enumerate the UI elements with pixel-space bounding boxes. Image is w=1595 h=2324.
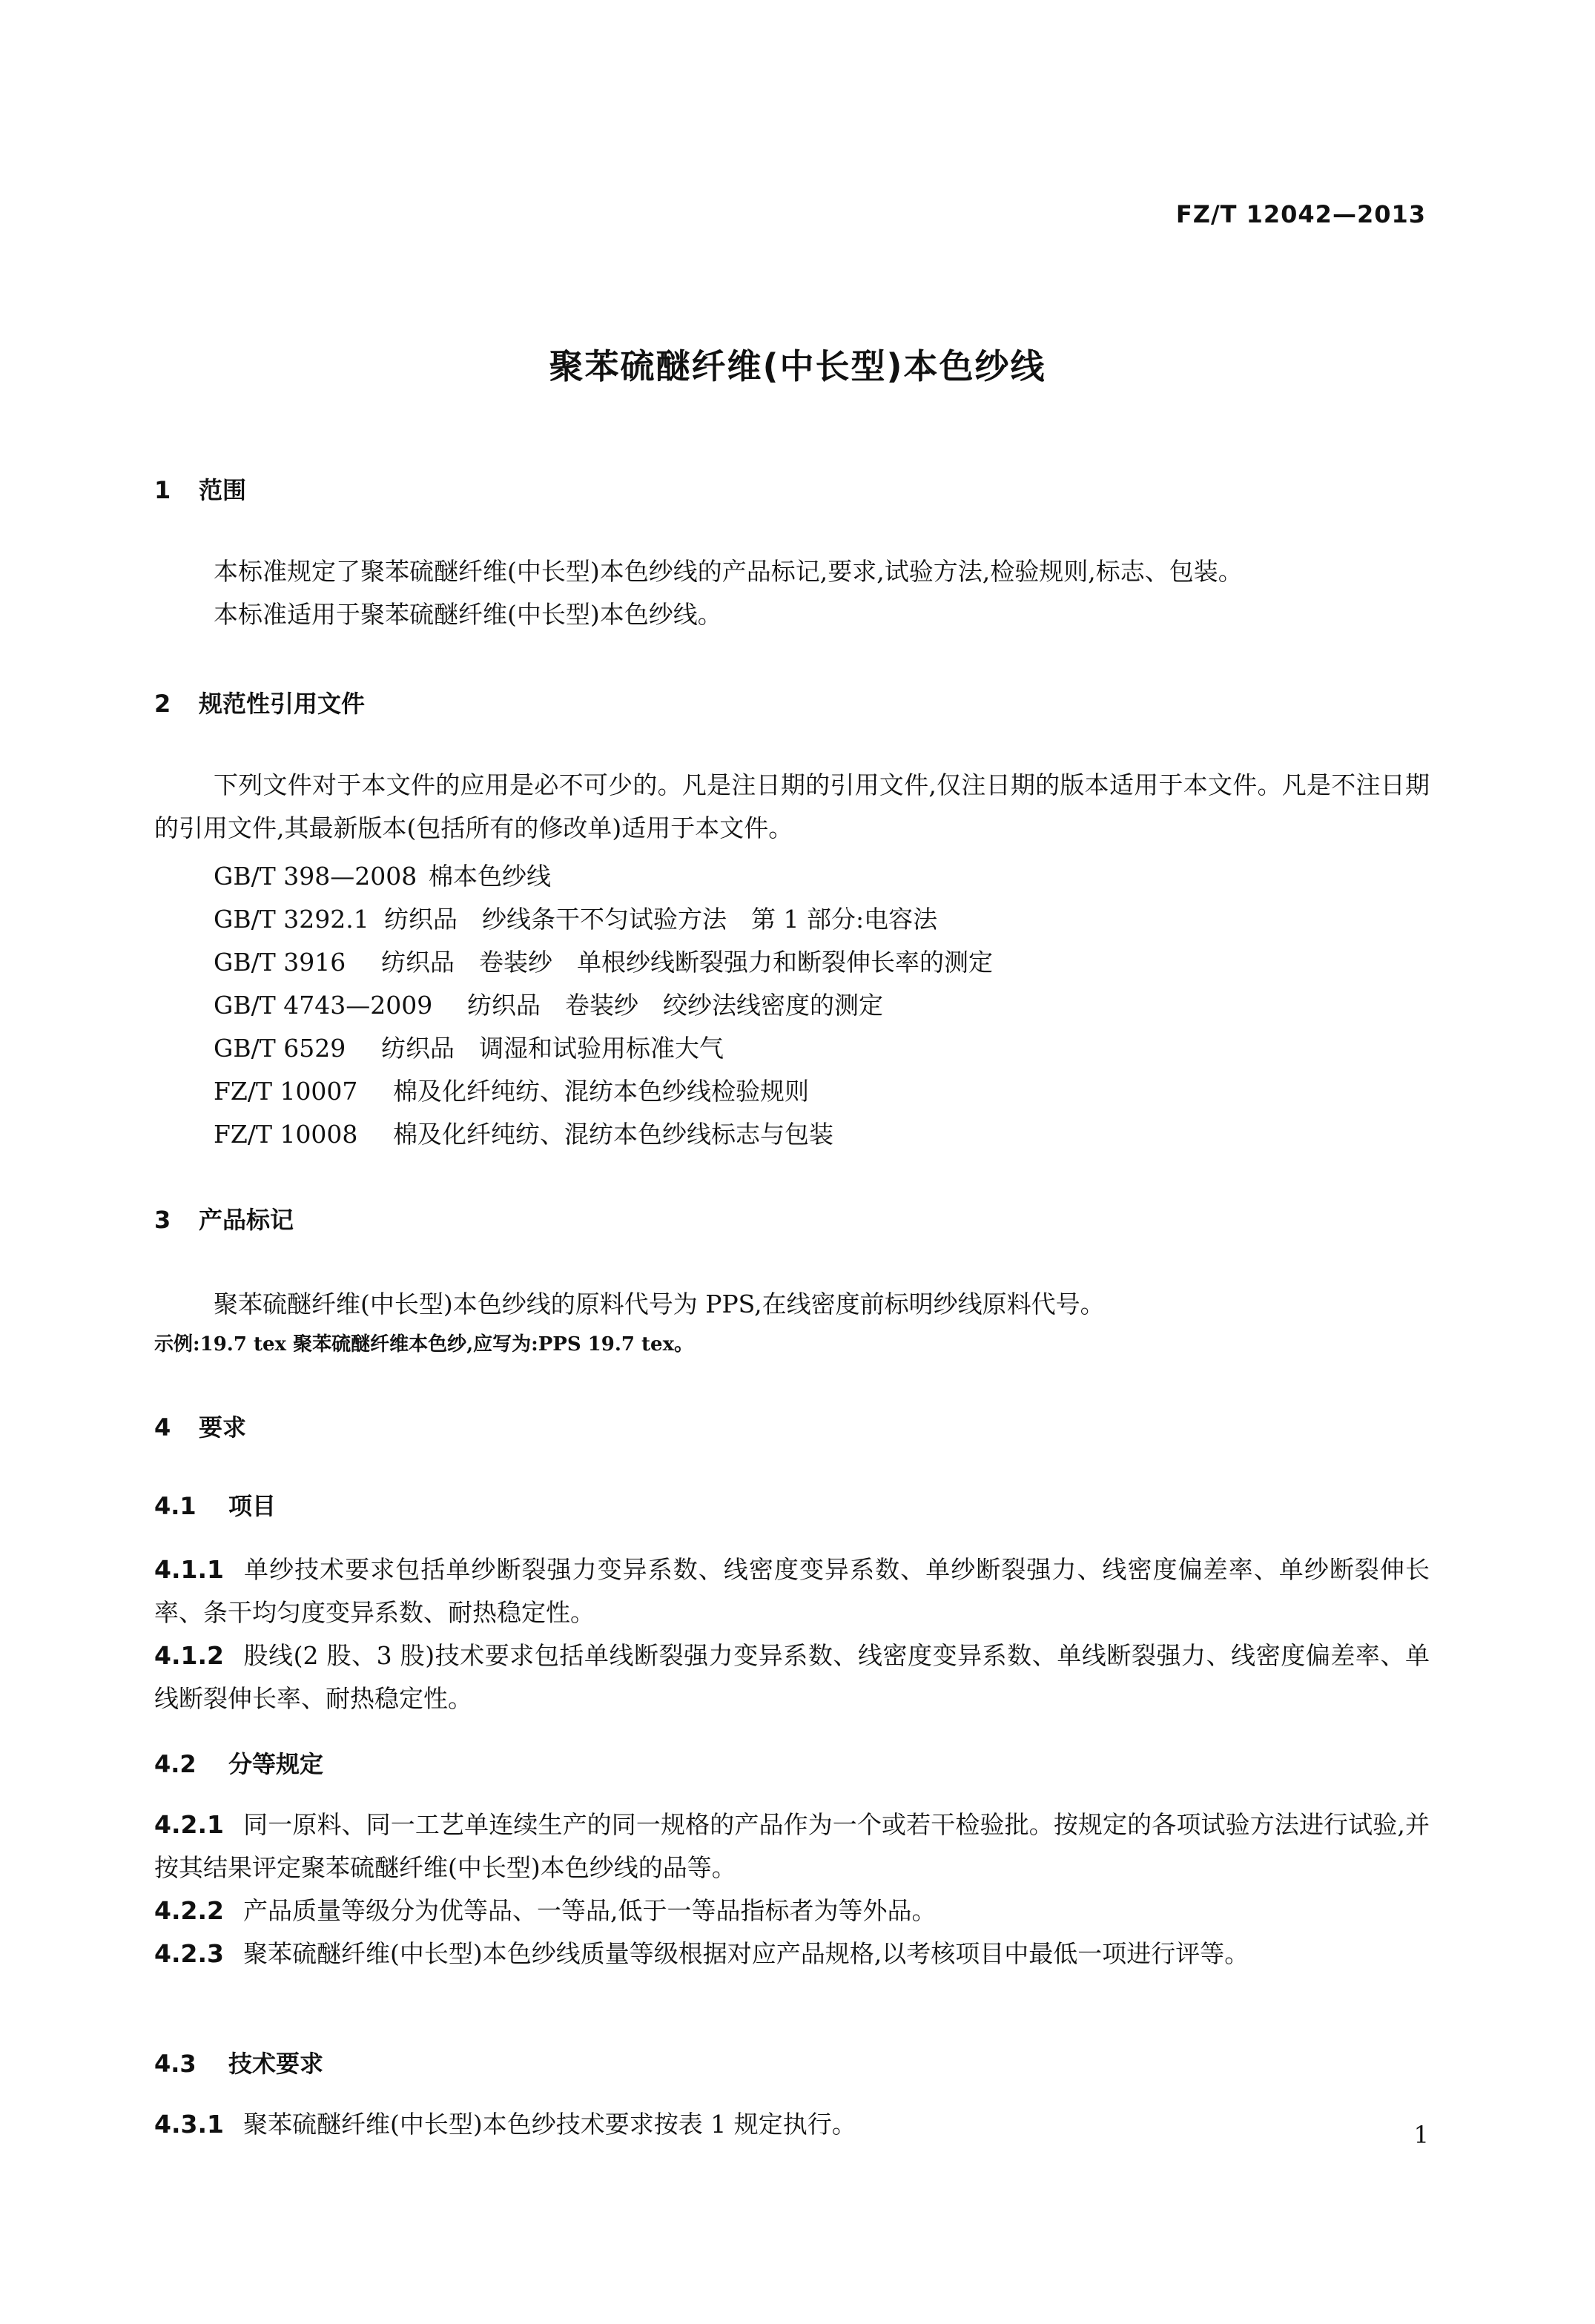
reference-item	[214, 857, 551, 892]
reference-code: GB/T 3916	[214, 948, 346, 977]
clause	[154, 1803, 1430, 1889]
clause-text: 聚苯硫醚纤维(中长型)本色纱线质量等级根据对应产品规格,以考核项目中最低一项进行评等。	[243, 1939, 1249, 1968]
section-4-heading	[154, 1409, 246, 1443]
section-2-heading	[154, 685, 365, 719]
clause-text: 产品质量等级分为优等品、一等品,低于一等品指标者为等外品。	[243, 1896, 937, 1925]
reference-code: GB/T 4743—2009	[214, 991, 433, 1020]
reference-title: 纺织品 纱线条干不匀试验方法 第 1 部分:电容法	[384, 905, 938, 934]
reference-code: FZ/T 10007	[214, 1077, 358, 1106]
reference-code: GB/T 398—2008	[214, 862, 417, 891]
reference-title: 棉及化纤纯纺、混纺本色纱线检验规则	[393, 1077, 809, 1106]
clause-number: 4.1.2	[154, 1641, 224, 1670]
paragraph: 本标准适用于聚苯硫醚纤维(中长型)本色纱线。	[214, 600, 722, 629]
subsection-title: 技术要求	[228, 2050, 324, 2078]
section-title: 规范性引用文件	[199, 690, 366, 718]
section-title: 范围	[199, 476, 247, 504]
clause-text: 单纱技术要求包括单纱断裂强力变异系数、线密度变异系数、单纱断裂强力、线密度偏差率、单纱断裂伸长率、条干均匀度变异系数、耐热稳定性。	[154, 1555, 1430, 1627]
reference-code: GB/T 6529	[214, 1034, 346, 1063]
reference-title: 棉及化纤纯纺、混纺本色纱线标志与包装	[393, 1120, 833, 1149]
paragraph: 本标准规定了聚苯硫醚纤维(中长型)本色纱线的产品标记,要求,试验方法,检验规则,标志、包装。	[214, 557, 1243, 586]
reference-item	[214, 1115, 833, 1150]
clause-text: 股线(2 股、3 股)技术要求包括单线断裂强力变异系数、线密度变异系数、单线断裂强力、线密度偏差率、单线断裂伸长率、耐热稳定性。	[154, 1641, 1430, 1713]
reference-item	[214, 1029, 724, 1064]
section-number: 2	[154, 690, 171, 718]
reference-item	[214, 986, 883, 1021]
clause-number: 4.1.1	[154, 1555, 224, 1584]
page-number: 1	[1413, 2121, 1429, 2149]
reference-title: 棉本色纱线	[429, 862, 551, 891]
section-3-heading	[154, 1201, 294, 1235]
subsection-heading	[154, 2045, 323, 2079]
reference-item	[214, 900, 937, 935]
clause	[154, 1932, 1430, 1975]
subsection-number: 4.3	[154, 2050, 197, 2078]
clause	[154, 2103, 1430, 2146]
clause-text: 聚苯硫醚纤维(中长型)本色纱技术要求按表 1 规定执行。	[243, 2110, 856, 2139]
clause-number: 4.2.1	[154, 1810, 224, 1839]
subsection-title: 分等规定	[228, 1750, 324, 1778]
section-number: 1	[154, 476, 171, 504]
subsection-heading	[154, 1488, 276, 1522]
clause-number: 4.2.3	[154, 1939, 224, 1968]
reference-item	[214, 943, 993, 978]
section-number: 3	[154, 1206, 171, 1234]
subsection-number: 4.2	[154, 1750, 197, 1778]
reference-title: 纺织品 卷装纱 单根纱线断裂强力和断裂伸长率的测定	[381, 948, 993, 977]
clause-number: 4.3.1	[154, 2110, 224, 2139]
paragraph: 下列文件对于本文件的应用是必不可少的。凡是注日期的引用文件,仅注日期的版本适用于本文件。凡是不注日期的引用文件,其最新版本(包括所有的修改单)适用于本文件。	[154, 770, 1430, 842]
reference-code: GB/T 3292.1	[214, 905, 369, 934]
example-note: 示例:19.7 tex 聚苯硫醚纤维本色纱,应写为:PPS 19.7 tex。	[154, 1333, 694, 1356]
clause	[154, 1634, 1430, 1720]
clause-number: 4.2.2	[154, 1896, 224, 1925]
document-title: 聚苯硫醚纤维(中长型)本色纱线	[549, 346, 1046, 386]
section-title: 要求	[199, 1413, 247, 1442]
paragraph: 聚苯硫醚纤维(中长型)本色纱线的原料代号为 PPS,在线密度前标明纱线原料代号。	[214, 1290, 1105, 1318]
subsection-number: 4.1	[154, 1492, 197, 1520]
clause	[154, 1548, 1430, 1634]
subsection-title: 项目	[228, 1492, 277, 1520]
clause	[154, 1889, 1430, 1932]
section-number: 4	[154, 1413, 171, 1442]
reference-title: 纺织品 卷装纱 绞纱法线密度的测定	[467, 991, 883, 1020]
reference-code: FZ/T 10008	[214, 1120, 358, 1149]
clause-text: 同一原料、同一工艺单连续生产的同一规格的产品作为一个或若干检验批。按规定的各项试验方法进行试验,并按其结果评定聚苯硫醚纤维(中长型)本色纱线的品等。	[154, 1810, 1430, 1882]
subsection-heading	[154, 1746, 323, 1780]
standard-number: FZ/T 12042—2013	[1175, 200, 1426, 228]
reference-title: 纺织品 调湿和试验用标准大气	[381, 1034, 724, 1063]
section-title: 产品标记	[199, 1206, 294, 1234]
reference-item	[214, 1072, 809, 1107]
section-1-heading	[154, 472, 246, 506]
